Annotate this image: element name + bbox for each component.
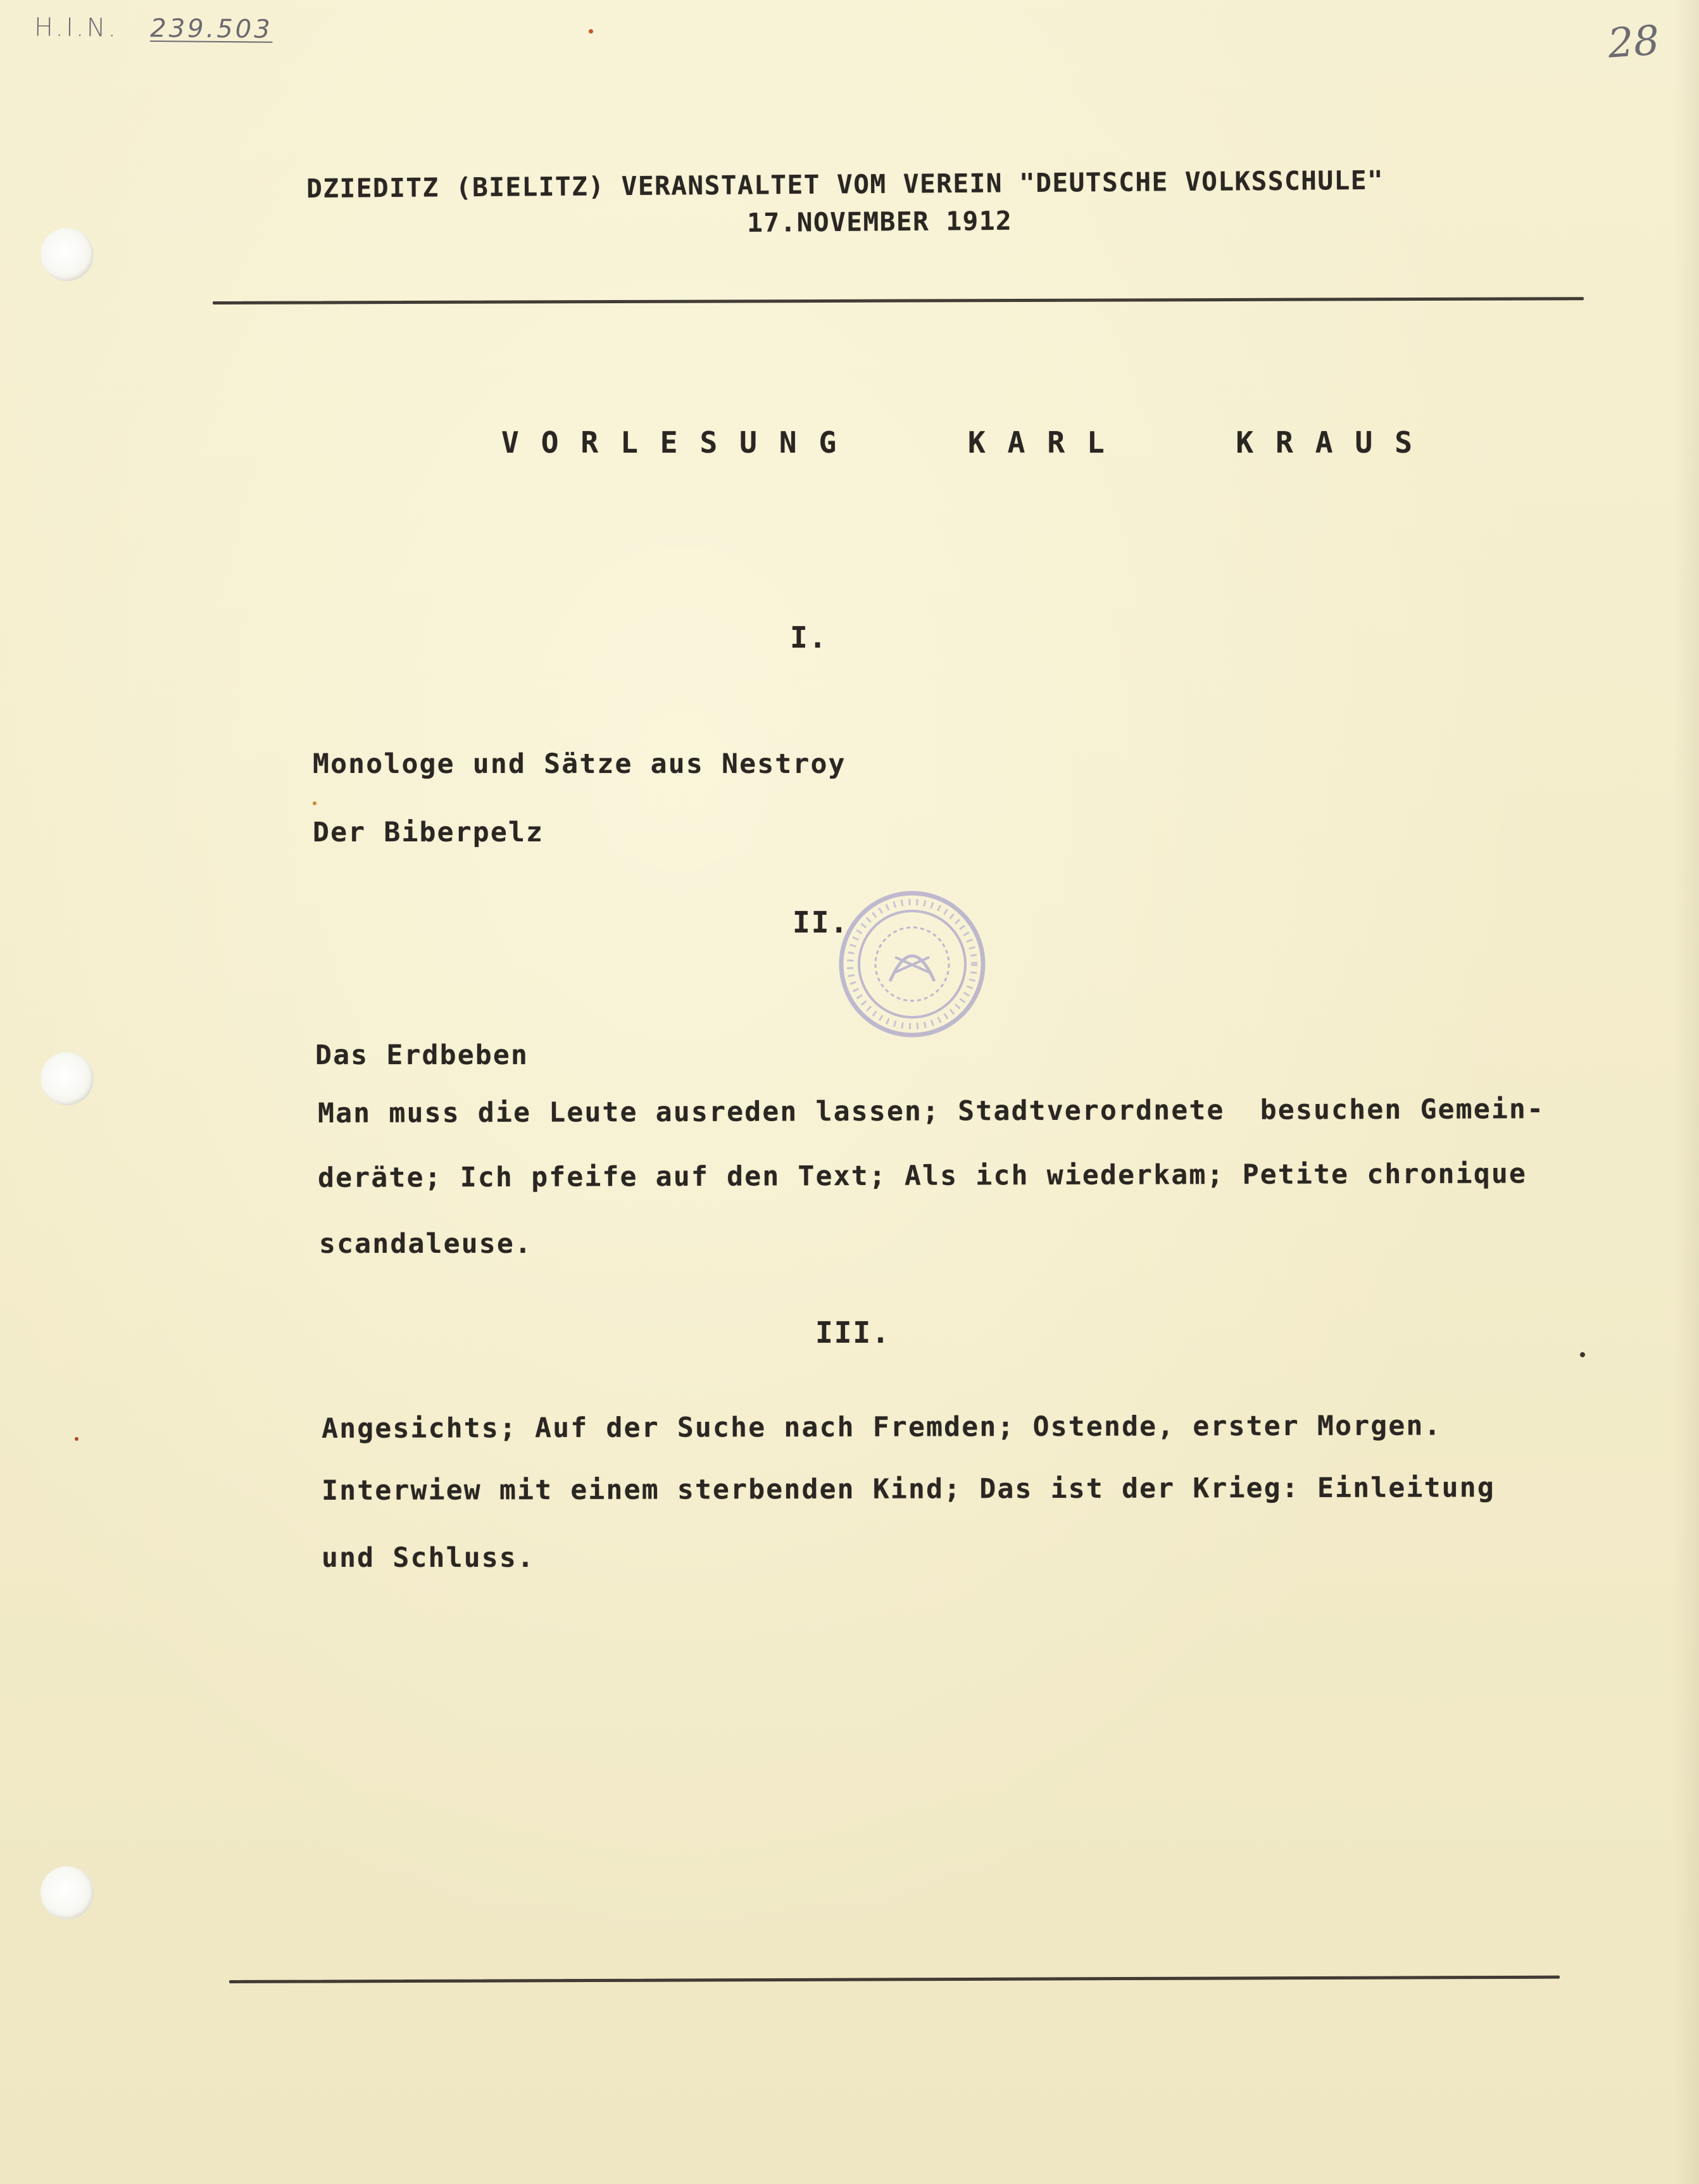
header-date-line: 17.NOVEMBER 1912: [747, 205, 1013, 238]
program-line: Der Biberpelz: [313, 817, 544, 848]
archive-id-prefix: H.I.N.: [34, 13, 119, 43]
paper-speck: [1580, 1352, 1585, 1357]
paper-edge-shadow: [1674, 0, 1699, 2184]
paper-speck: [589, 29, 593, 34]
document-title: VORLESUNG KARL KRAUS: [501, 425, 1434, 460]
archive-id-number: 239.503: [150, 13, 273, 44]
program-line: Das Erdbeben: [315, 1039, 529, 1071]
bottom-divider-rule: [229, 1976, 1560, 1983]
section-numeral-i: I.: [790, 620, 828, 655]
paper-speck: [75, 1437, 78, 1441]
section-numeral-ii: II.: [793, 905, 850, 939]
program-line: Angesichts; Auf der Suche nach Fremden; Ostende, erster Morgen.: [322, 1410, 1442, 1445]
archive-inventory-number: [34, 13, 273, 44]
program-line: Interwiew mit einem sterbenden Kind; Das ist der Krieg: Einleitung: [322, 1472, 1495, 1507]
program-line: scandaleuse.: [319, 1228, 533, 1260]
punch-hole: [41, 1866, 94, 1919]
section-numeral-iii: III.: [815, 1315, 891, 1350]
program-line: Monologe und Sätze aus Nestroy: [313, 748, 846, 780]
punch-hole: [41, 1052, 94, 1105]
program-line: deräte; Ich pfeife auf den Text; Als ich wiederkam; Petite chronique: [318, 1158, 1527, 1194]
program-line: und Schluss.: [322, 1542, 536, 1574]
header-event-line: DZIEDITZ (BIELITZ) VERANSTALTET VOM VEREIN "DEUTSCHE VOLKSSCHULE": [306, 165, 1384, 204]
top-divider-rule: [213, 297, 1584, 304]
folio-number: 28: [1606, 17, 1661, 68]
program-line: Man muss die Leute ausreden lassen; Stadtverordnete besuchen Gemein-: [318, 1093, 1545, 1129]
paper-speck: [313, 801, 317, 805]
punch-hole: [41, 228, 94, 281]
library-stamp-icon: [834, 886, 990, 1042]
